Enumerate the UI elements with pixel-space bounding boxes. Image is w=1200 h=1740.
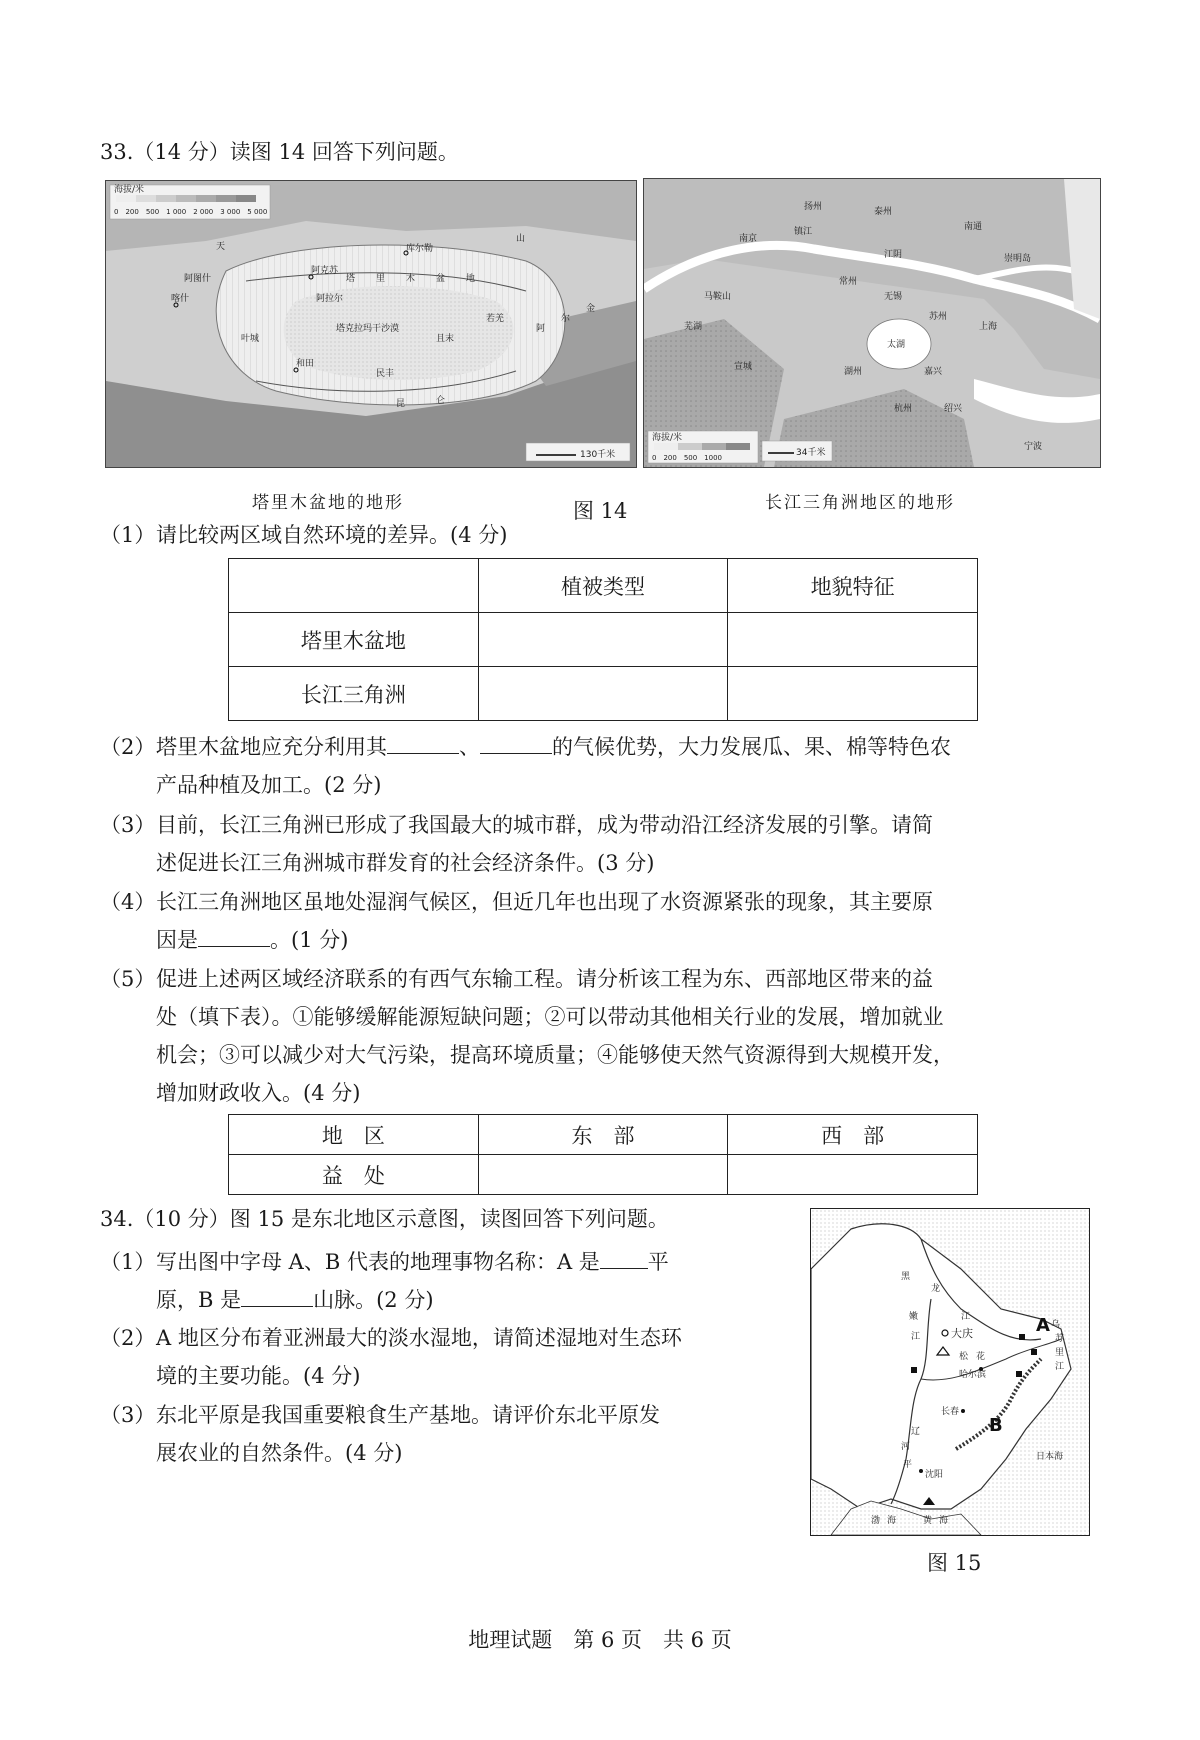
map-label: 木 — [406, 274, 416, 284]
table1-header-landform: 地貌特征 — [728, 559, 978, 613]
answer-blank[interactable] — [387, 753, 459, 754]
map-label: 芜湖 — [684, 322, 703, 332]
map-label: 常州 — [839, 277, 858, 287]
map-label: 镇江 — [794, 227, 813, 237]
table2-answer-cell[interactable] — [728, 1155, 978, 1195]
map-label: 杭州 — [894, 404, 913, 414]
table1-header-blank — [229, 559, 479, 613]
q34-sub1-text-b: 平 — [647, 1250, 669, 1274]
table1-answer-cell[interactable] — [728, 613, 978, 667]
right-map-legend-ticks: 0 200 500 1000 — [652, 454, 722, 462]
map-label: 平 — [903, 1460, 913, 1470]
left-map-legend-title: 海拔/米 — [114, 185, 145, 195]
tarim-basin-map — [105, 180, 637, 468]
q33-sub4-text-a: 因是 — [156, 928, 198, 952]
q34-sub2-line2: 境的主要功能。(4 分) — [156, 1364, 361, 1388]
q33-sub5-num: （5） — [100, 967, 156, 991]
map-label: 昆 — [396, 399, 406, 409]
table1-answer-cell[interactable] — [478, 613, 728, 667]
map-label: 里 — [1055, 1348, 1065, 1358]
table1-answer-cell[interactable] — [728, 667, 978, 721]
q34-sub1-line2 — [156, 1283, 434, 1317]
map-label: 里 — [376, 274, 386, 284]
q33-sub4-line1: 长江三角洲地区虽地处湿润气候区，但近几年也出现了水资源紧张的现象，其主要原 — [156, 890, 933, 914]
map-label: 乌 — [1051, 1320, 1061, 1330]
map-label: 宁波 — [1024, 442, 1043, 452]
map-label: 江 — [911, 1332, 921, 1342]
q34-sub1-text-c: 原，B 是 — [156, 1288, 242, 1312]
map-label: 民丰 — [376, 369, 395, 379]
q33-sub2-line2: 产品种植及加工。(2 分) — [156, 773, 382, 797]
map-label: 叶城 — [241, 334, 260, 344]
q33-sub2-line1 — [156, 730, 951, 764]
map-label: 库尔勒 — [406, 244, 434, 254]
map-label: 沈阳 — [925, 1470, 944, 1480]
map-label: 阿拉尔 — [316, 294, 344, 304]
map-label: 苏 — [1055, 1334, 1065, 1344]
table2-header-west: 西 部 — [728, 1115, 978, 1155]
q34-sub1-line1 — [156, 1245, 669, 1279]
answer-blank[interactable] — [198, 946, 270, 947]
q33-sub5-line3: 机会；③可以减少对大气污染，提高环境质量；④能够使天然气资源得到大规模开发， — [156, 1043, 954, 1067]
table1-header-vegetation: 植被类型 — [478, 559, 728, 613]
map-letter-a: A — [1036, 1315, 1050, 1336]
map-label: 南通 — [964, 222, 983, 232]
map-label: 哈尔滨 — [959, 1370, 987, 1380]
map-label: 盆 — [436, 274, 446, 284]
map-label: 太湖 — [887, 340, 906, 350]
map-label: 金 — [586, 304, 596, 314]
left-map-scale: 130千米 — [580, 450, 616, 460]
map-label: 地 — [466, 274, 476, 284]
map-label: 海 — [887, 1516, 897, 1526]
q33-sub3-num: （3） — [100, 813, 156, 837]
q33-sub5-line2: 处（填下表）。①能够缓解能源短缺问题；②可以带动其他相关行业的发展，增加就业 — [156, 1005, 944, 1029]
map-label: 绍兴 — [944, 404, 963, 414]
map-label: 塔 — [346, 274, 356, 284]
figure-15-label: 图 15 — [927, 1551, 982, 1575]
map-label: 阿 — [536, 324, 546, 334]
map-label: 龙 — [931, 1284, 941, 1294]
q33-sub2-text-a: 塔里木盆地应充分利用其 — [156, 735, 387, 759]
table1-answer-cell[interactable] — [478, 667, 728, 721]
q33-sub4-text-b: 。(1 分) — [270, 928, 349, 952]
answer-blank[interactable] — [480, 753, 552, 754]
map-label: 江 — [1055, 1362, 1065, 1372]
map-label: 江阴 — [884, 250, 903, 260]
map-label: 尔 — [561, 314, 571, 324]
map-label: 日本海 — [1036, 1452, 1064, 1462]
map-label: 花 — [976, 1352, 986, 1362]
q34-sub3-num: （3） — [100, 1403, 156, 1427]
map-label: 嘉兴 — [924, 367, 943, 377]
map-label: 宣城 — [734, 362, 753, 372]
answer-blank[interactable] — [600, 1268, 648, 1269]
q34-heading: 34.（10 分）图 15 是东北地区示意图，读图回答下列问题。 — [100, 1207, 669, 1231]
figure-14-label: 图 14 — [573, 499, 628, 523]
map-label: 阿图什 — [184, 274, 212, 284]
q33-sub4-line2 — [156, 923, 348, 957]
right-map-caption: 长江三角洲地区的地形 — [765, 493, 955, 513]
map-label: 泰州 — [874, 207, 893, 217]
q33-sub5-line4: 增加财政收入。(4 分) — [156, 1081, 361, 1105]
map-label: 河 — [901, 1442, 911, 1452]
map-label: 扬州 — [804, 202, 823, 212]
q34-sub2-num: （2） — [100, 1326, 156, 1350]
map-label: 海 — [939, 1516, 949, 1526]
left-map-legend-ticks: 0 200 500 1 000 2 000 3 000 5 000 — [114, 208, 268, 216]
map-label: 渤 — [871, 1516, 881, 1526]
map-label: 嫩 — [909, 1312, 919, 1322]
page-footer: 地理试题 第 6 页 共 6 页 — [468, 1628, 732, 1652]
map-label: 且末 — [436, 334, 455, 344]
q33-heading: 33.（14 分）读图 14 回答下列问题。 — [100, 140, 459, 164]
answer-blank[interactable] — [241, 1306, 313, 1307]
map-label: 和田 — [296, 359, 315, 369]
map-label: 马鞍山 — [704, 292, 732, 302]
map-label: 辽 — [911, 1427, 921, 1437]
q33-sub2-sep: 、 — [459, 735, 480, 759]
q33-sub2-text-b: 的气候优势，大力发展瓜、果、棉等特色农 — [552, 735, 951, 759]
table2-row-benefit: 益 处 — [229, 1155, 479, 1195]
q33-sub1-text: 请比较两区域自然环境的差异。(4 分) — [156, 523, 508, 547]
map-label: 阿克苏 — [311, 266, 339, 276]
map-label: 塔克拉玛干沙漠 — [336, 324, 400, 334]
map-label: 崇明岛 — [1004, 254, 1032, 264]
left-map-caption: 塔里木盆地的地形 — [252, 493, 404, 513]
map-label: 天 — [216, 242, 226, 252]
q33-sub5-line1: 促进上述两区域经济联系的有西气东输工程。请分析该工程为东、西部地区带来的益 — [156, 967, 933, 991]
q34-sub1-text-d: 山脉。(2 分) — [313, 1288, 434, 1312]
q34-sub1-text-a: 写出图中字母 A、B 代表的地理事物名称：A 是 — [156, 1250, 600, 1274]
table2-answer-cell[interactable] — [478, 1155, 728, 1195]
table2-header-east: 东 部 — [478, 1115, 728, 1155]
right-map-legend-title: 海拔/米 — [652, 433, 683, 443]
map-letter-b: B — [989, 1415, 1003, 1436]
map-label: 长春 — [941, 1407, 960, 1417]
q34-sub1-num: （1） — [100, 1250, 156, 1274]
q33-table1 — [228, 558, 978, 721]
map-label: 黄 — [923, 1516, 933, 1526]
map-label: 若羌 — [486, 314, 505, 324]
q33-sub3-line2: 述促进长江三角洲城市群发育的社会经济条件。(3 分) — [156, 851, 655, 875]
map-label: 湖州 — [844, 367, 863, 377]
map-label: 喀什 — [171, 294, 190, 304]
q33-sub4-num: （4） — [100, 890, 156, 914]
table2-header-region: 地 区 — [229, 1115, 479, 1155]
q33-sub3-line1: 目前，长江三角洲已形成了我国最大的城市群，成为带动沿江经济发展的引擎。请简 — [156, 813, 933, 837]
table1-row-yangtze: 长江三角洲 — [229, 667, 479, 721]
map-label: 山 — [516, 234, 526, 244]
map-label: 上海 — [979, 322, 998, 332]
northeast-china-map — [810, 1208, 1090, 1536]
table1-row-tarim: 塔里木盆地 — [229, 613, 479, 667]
map-label: 松 — [959, 1352, 969, 1362]
q33-sub2-num: （2） — [100, 735, 156, 759]
map-label: 仑 — [436, 396, 446, 406]
yangtze-delta-map — [643, 178, 1101, 468]
q34-sub3-line1: 东北平原是我国重要粮食生产基地。请评价东北平原发 — [156, 1403, 660, 1427]
map-label: 江 — [961, 1312, 971, 1322]
q33-table2 — [228, 1114, 978, 1195]
map-label: 大庆 — [951, 1327, 973, 1340]
map-label: 苏州 — [929, 312, 948, 322]
right-map-scale: 34千米 — [796, 448, 826, 458]
map-label: 无锡 — [884, 292, 903, 302]
q33-sub1-num: （1） — [100, 523, 156, 547]
map-label: 南京 — [739, 234, 758, 244]
map-label: 黑 — [901, 1272, 911, 1282]
q34-sub2-line1: A 地区分布着亚洲最大的淡水湿地，请简述湿地对生态环 — [156, 1326, 682, 1350]
q34-sub3-line2: 展农业的自然条件。(4 分) — [156, 1441, 403, 1465]
